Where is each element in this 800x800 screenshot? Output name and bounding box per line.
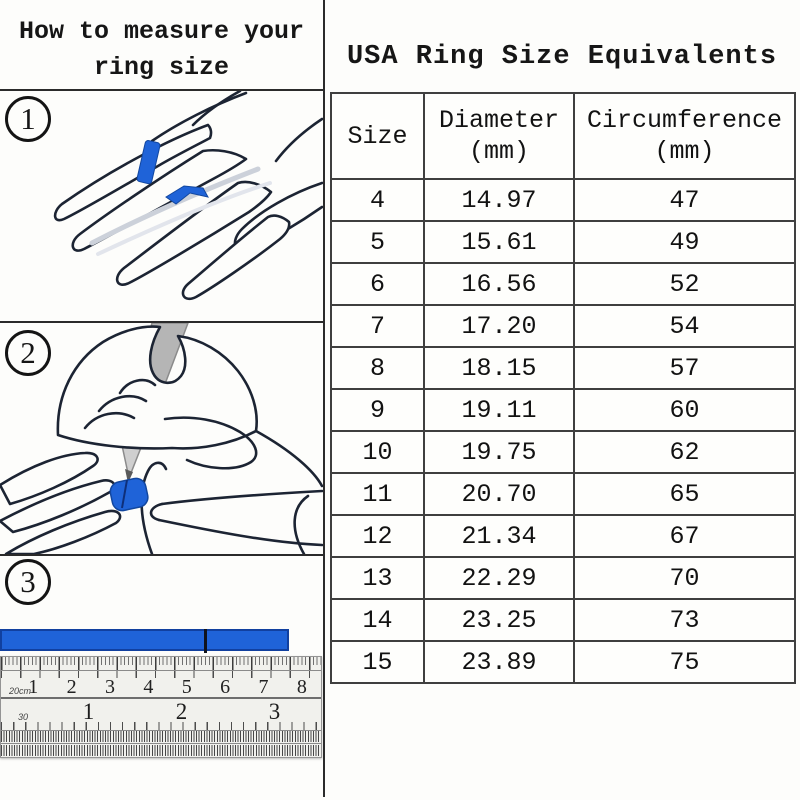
table-title: USA Ring Size Equivalents: [346, 42, 778, 72]
table-row: [331, 557, 795, 599]
column-unit: (mm): [468, 137, 529, 166]
ruler-inch-scale: [1, 699, 321, 730]
string-bar: [0, 629, 289, 651]
step-number: 2: [20, 335, 36, 370]
step-3-badge: [5, 559, 51, 605]
table-row: [331, 389, 795, 431]
circumference-cell: 52: [574, 263, 795, 305]
table-row: [331, 641, 795, 683]
ruler-mm-ticks: [1, 657, 321, 671]
ruler-cm-number: 8: [296, 676, 307, 698]
diameter-cell: 20.70: [424, 473, 574, 515]
ruler-cm-number: 2: [66, 676, 77, 698]
diameter-cell: 14.97: [424, 179, 574, 221]
circumference-cell: 60: [574, 389, 795, 431]
ruler-cm-number: 3: [104, 676, 115, 698]
table-row: [331, 599, 795, 641]
diameter-cell: 18.15: [424, 347, 574, 389]
diameter-cell: 19.11: [424, 389, 574, 431]
diameter-cell: 17.20: [424, 305, 574, 347]
size-cell: 4: [331, 179, 424, 221]
size-cell: 6: [331, 263, 424, 305]
size-cell: 12: [331, 515, 424, 557]
ruler-inch-number: 1: [82, 699, 95, 724]
circumference-cell: 54: [574, 305, 795, 347]
ruler-inch-number: 3: [268, 699, 281, 724]
step-number: 1: [20, 101, 36, 136]
ring-size-table: [330, 92, 796, 684]
ruler: [0, 656, 322, 758]
step-1-badge: [5, 96, 51, 142]
left-title-line1: How to measure your: [18, 17, 305, 46]
ruler-cm-number: 6: [220, 676, 231, 698]
circumference-cell: 67: [574, 515, 795, 557]
step-number: 3: [20, 564, 36, 599]
column-header: [574, 93, 795, 179]
size-cell: 10: [331, 431, 424, 473]
ruler-inch-number: 2: [175, 699, 188, 724]
ruler-cm-number: 1: [28, 676, 39, 698]
diameter-cell: 23.89: [424, 641, 574, 683]
column-unit: (mm): [654, 137, 715, 166]
table-row: [331, 347, 795, 389]
size-cell: 14: [331, 599, 424, 641]
step-2-badge: [5, 330, 51, 376]
ruler-cm-number: 7: [258, 676, 269, 698]
size-cell: 5: [331, 221, 424, 263]
column-header: [424, 93, 574, 179]
size-cell: 13: [331, 557, 424, 599]
ruler-cm-number: 5: [181, 676, 192, 698]
table-row: [331, 221, 795, 263]
circumference-cell: 70: [574, 557, 795, 599]
diameter-cell: 19.75: [424, 431, 574, 473]
table-row: [331, 305, 795, 347]
circumference-cell: 73: [574, 599, 795, 641]
ruler-cm-number: 4: [143, 676, 154, 698]
size-cell: 7: [331, 305, 424, 347]
table-header-row: [331, 93, 795, 179]
size-cell: 8: [331, 347, 424, 389]
diameter-cell: 15.61: [424, 221, 574, 263]
ruler-cm-label: 20cm: [9, 686, 32, 696]
table-body: [331, 179, 795, 683]
diameter-cell: 21.34: [424, 515, 574, 557]
diameter-cell: 22.29: [424, 557, 574, 599]
table-row: [331, 515, 795, 557]
column-label: Size: [347, 121, 408, 151]
size-cell: 9: [331, 389, 424, 431]
left-title-line2: ring size: [93, 53, 230, 82]
table-row: [331, 179, 795, 221]
column-label: Circumference: [586, 106, 783, 135]
diameter-cell: 23.25: [424, 599, 574, 641]
column-header: [331, 93, 424, 179]
column-label: Diameter: [438, 106, 560, 135]
ruler-cm-numbers: [1, 671, 321, 699]
table-row: [331, 473, 795, 515]
ruler-inch-label: 30: [18, 712, 29, 722]
circumference-cell: 65: [574, 473, 795, 515]
ruler-inch-numbers: [1, 699, 321, 725]
circumference-cell: 75: [574, 641, 795, 683]
size-cell: 15: [331, 641, 424, 683]
column-divider: [323, 0, 325, 797]
section-divider: [0, 554, 325, 556]
circumference-cell: 62: [574, 431, 795, 473]
table-row: [331, 431, 795, 473]
table-row: [331, 263, 795, 305]
string-mark: [204, 629, 207, 653]
ruler-fine-ticks: [1, 730, 321, 756]
ruler-cm-scale: [1, 671, 321, 699]
circumference-cell: 57: [574, 347, 795, 389]
string-blue-band: [108, 477, 149, 513]
left-panel-title: [0, 14, 323, 86]
diameter-cell: 16.56: [424, 263, 574, 305]
marked-finger: [151, 491, 322, 554]
size-cell: 11: [331, 473, 424, 515]
circumference-cell: 49: [574, 221, 795, 263]
circumference-cell: 47: [574, 179, 795, 221]
